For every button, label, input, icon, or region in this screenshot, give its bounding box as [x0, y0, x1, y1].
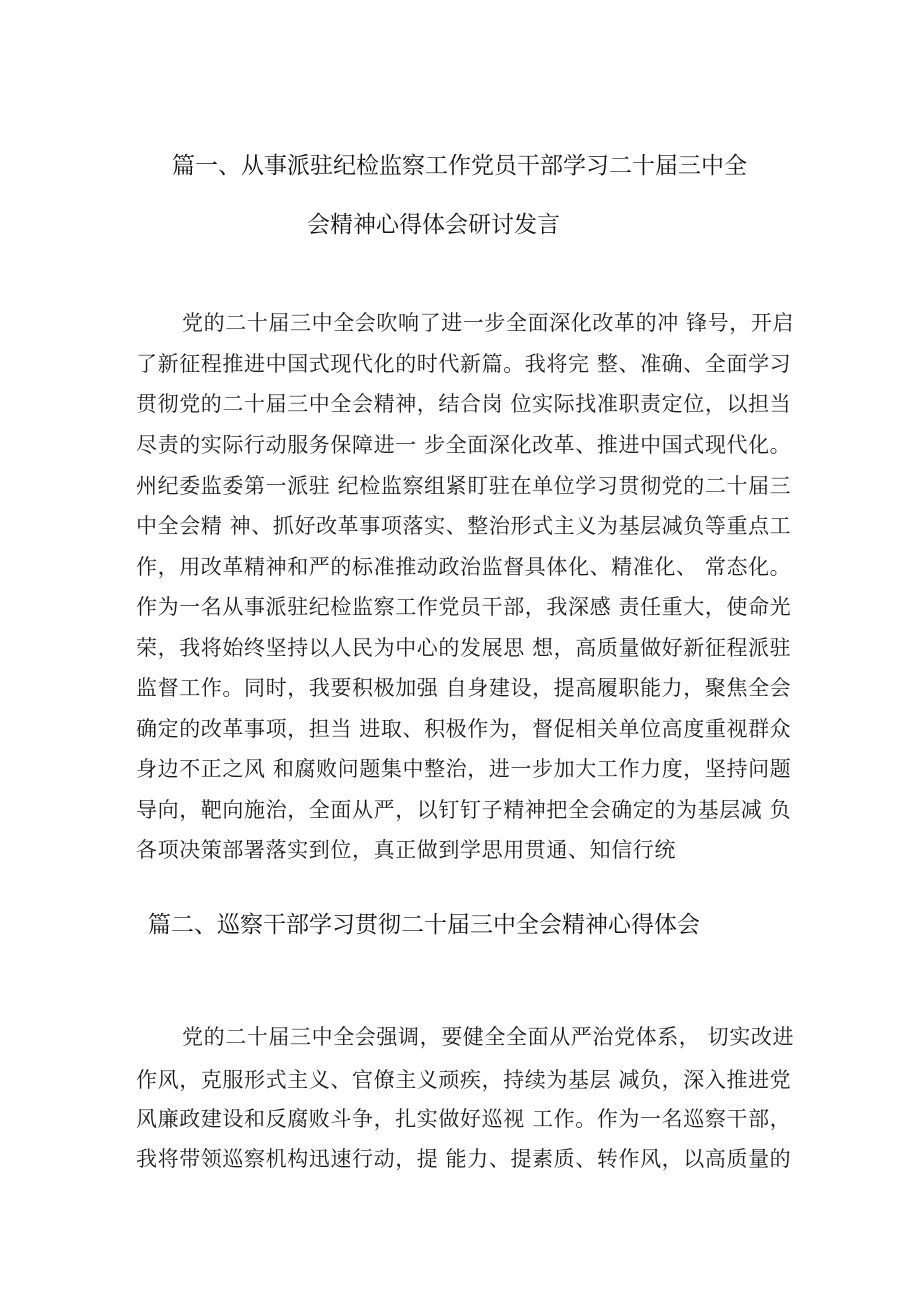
body-line: 中全会精 神、抓好改革事项落实、整治形式主义为基层减负等重点工	[136, 514, 792, 538]
body-line: 州纪委监委第一派驻 纪检监察组紧盯驻在单位学习贯彻党的二十届三	[136, 474, 792, 498]
body-line: 党的二十届三中全会强调，要健全全面从严治党体系， 切实改进	[182, 1025, 795, 1049]
body-line: 贯彻党的二十届三中全会精神，结合岗 位实际找准职责定位，以担当	[136, 392, 792, 416]
body-line: 党的二十届三中全会吹响了进一步全面深化改革的冲 锋号，开启	[182, 311, 795, 335]
body-line: 身边不正之风 和腐败问题集中整治，进一步加大工作力度，坚持问题	[136, 757, 792, 781]
section2-title: 篇二、巡察干部学习贯彻二十届三中全会精神心得体会	[148, 912, 700, 938]
body-line: 确定的改革事项，担当 进取、积极作为，督促相关单位高度重视群众	[136, 717, 792, 741]
body-line: 了新征程推进中国式现代化的时代新篇。我将完 整、准确、全面学习	[136, 352, 792, 376]
body-line: 作为一名从事派驻纪检监察工作党员干部，我深感 责任重大，使命光	[136, 595, 792, 619]
body-line: 尽责的实际行动服务保障进一 步全面深化改革、推进中国式现代化。	[136, 433, 792, 457]
body-line: 风廉政建设和反腐败斗争，扎实做好巡视 工作。作为一名巡察干部，	[136, 1107, 792, 1131]
body-line: 作风，克服形式主义、官僚主义顽疾，持续为基层 减负，深入推进党	[136, 1068, 792, 1092]
body-line: 导向，靶向施治，全面从严，以钉钉子精神把全会确定的为基层减 负	[136, 798, 792, 822]
body-line: 荣，我将始终坚持以人民为中心的发展思 想，高质量做好新征程派驻	[136, 636, 792, 660]
section1-title-line2: 会精神心得体会研讨发言	[307, 212, 560, 238]
body-line: 各项决策部署落实到位，真正做到学思用贯通、知信行统	[136, 838, 676, 862]
body-line: 作，用改革精神和严的标准推动政治监督具体化、精准化、 常态化。	[136, 555, 792, 579]
body-line: 我将带领巡察机构迅速行动，提 能力、提素质、转作风，以高质量的	[136, 1147, 792, 1171]
body-line: 监督工作。同时，我要积极加强 自身建设，提高履职能力，聚焦全会	[136, 676, 792, 700]
section1-title-line1: 篇一、从事派驻纪检监察工作党员干部学习二十届三中全	[172, 153, 747, 179]
